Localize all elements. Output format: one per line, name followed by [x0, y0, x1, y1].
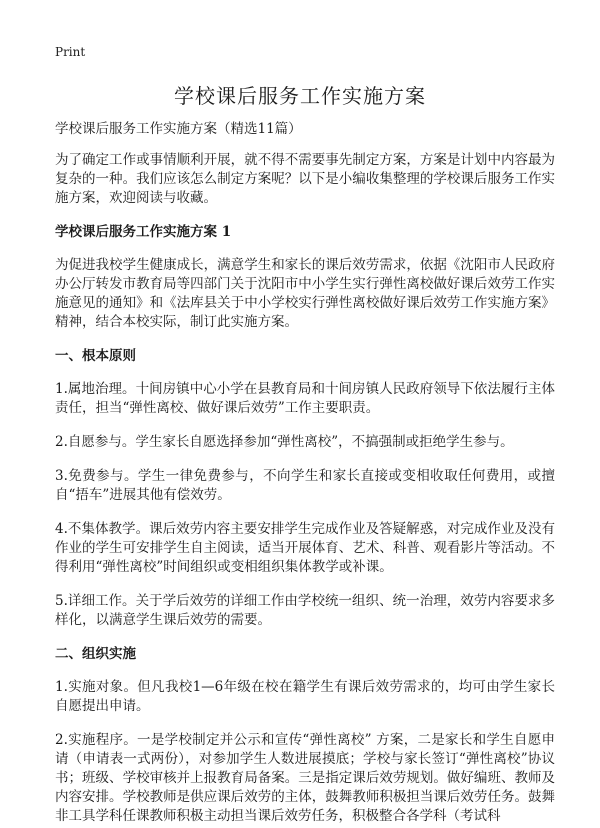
part2-heading: 二、组织实施: [55, 646, 136, 662]
part1-item: 5.详细工作。关于学后效劳的详细工作由学校统一组织、统一治理，效劳内容要求多样化，以满意学生课后效劳的需要。: [55, 593, 555, 628]
section-title: 学校课后服务工作实施方案 1: [55, 224, 232, 240]
part1-item: 1.属地治理。十间房镇中心小学在县教育局和十间房镇人民政府领导下依法履行主体责任，担当“弹性离校、做好课后效劳”工作主要职责。: [55, 381, 555, 416]
intro-paragraph: 为了确定工作或事情顺利开展，就不得不需要事先制定方案，方案是计划中内容最为复杂的一种。我们应该怎么制定方案呢？以下是小编收集整理的学校课后服务工作实施方案，欢迎阅读与收藏。: [55, 152, 555, 206]
section-intro-paragraph: 为促进我校学生健康成长，满意学生和家长的课后效劳需求，依据《沈阳市人民政府办公厅转发市教育局等四部门关于沈阳市中小学生实行弹性离校做好课后效劳工作实施意见的通知》和《法库县关于中小学校实行弹性离校做好课后效劳工作实施方案》精神，结合本校实际，制订此实施方案。: [55, 257, 555, 330]
print-link[interactable]: Print: [55, 45, 86, 59]
document-title: 学校课后服务工作实施方案: [174, 84, 426, 108]
part1-item: 4.不集体教学。课后效劳内容主要安排学生完成作业及答疑解惑，对完成作业及没有作业的学生可安排学生自主阅读，适当开展体育、艺术、科普、观看影片等活动。不得利用“弹性离校”时间组织或变相组织集体教学或补课。: [55, 521, 555, 575]
part2-item: 2.实施程序。一是学校制定并公示和宣传“弹性离校” 方案，二是家长和学生自愿申请（申请表一式两份），对参加学生人数进展摸底；学校与家长签订“弹性离校”协议书；班级、学校审核并上报教育局备案。三是指定课后效劳规划。做好编班、教师及内容安排。学校教师是供应课后效劳的主体，鼓舞教师积极担当课后效劳任务。鼓舞非工具学科任课教师积极主动担当课后效劳任务，积极整合各学科（考试科: [55, 732, 555, 824]
part1-item: 3.免费参与。学生一律免费参与，不向学生和家长直接或变相收取任何费用，或擅自“捂车”进展其他有偿效劳。: [55, 468, 555, 503]
document-body: [55, 120, 555, 828]
document-subtitle: 学校课后服务工作实施方案（精选11篇）: [55, 121, 302, 137]
part1-item: 2.自愿参与。学生家长自愿选择参加“弹性离校”，不搞强制或拒绝学生参与。: [55, 434, 514, 450]
part2-item: 1.实施对象。但凡我校1—6年级在校在籍学生有课后效劳需求的，均可由学生家长自愿提出申请。: [55, 679, 555, 714]
part1-heading: 一、根本原则: [55, 348, 136, 364]
